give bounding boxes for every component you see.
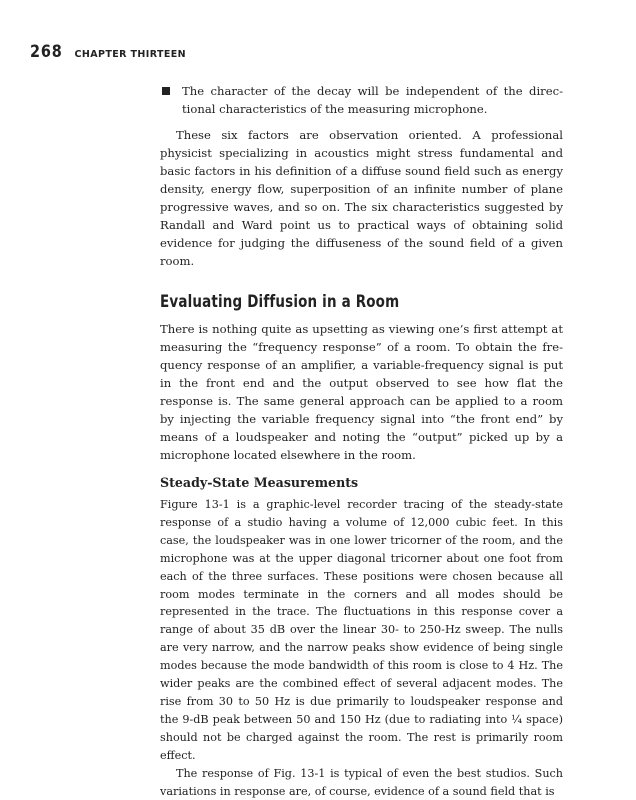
subsection-paragraph-1: Figure 13-1 is a graphic-level recorder tracing of the steady-state response of a studio having a volume of 12,000 cubic feet. In this case, the loudspeaker was in one lower tricorner of the room, and the microphone was at the upper diagonal tricorner about one foot from each of the three surfaces. These positions were chosen because all room modes terminate in the corners and all modes should be represented in the trace. The fluctuations in this response cover a range of about 35 dB over the linear 30- to 250-Hz sweep. The nulls are very narrow, and the narrow peaks show evidence of being single modes because the mode bandwidth of this room is close to 4 Hz. The wider peaks are the combined effect of several adjacent modes. The rise from 30 to 50 Hz is due primarily to loudspeaker response and the 9-dB peak between 50 and 150 Hz (due to radiating into ¼ space) should not be charged against the room. The rest is primarily room effect. — [160, 498, 563, 762]
paragraph: These six factors are observation oriented. A professional physicist specializing in acoustics might stress fundamental and basic factors in his definition of a diffuse sound field such as energy density, energy flow, superposition of an infinite number of plane progressive waves, and so on. The six characteristics suggested by Randall and Ward point us to practical ways of obtaining solid evidence for judging the diffuseness of the sound field of a given room. — [160, 128, 563, 268]
subsection-heading: Steady-State Measurements — [160, 475, 359, 490]
bullet-text: The character of the decay will be independent of the directional characteristics of the measuring microphone. — [182, 84, 563, 116]
square-bullet-icon — [162, 87, 170, 95]
subsection-paragraph-2: The response of Fig. 13-1 is typical of even the best studios. Such variations in response are, of course, evidence of a sound field that is — [160, 766, 563, 798]
section-paragraph: There is nothing quite as upsetting as viewing one’s first attempt at measuring the “frequency response” of a room. To obtain the frequency response of an amplifier, a variable-frequency signal is put in the front end and the output observed to see how flat the response is. The same general approach can be applied to a room by injecting the variable frequency signal into “the front end” by means of a loudspeaker and noting the “output” picked up by a microphone located elsewhere in the room. — [160, 322, 563, 462]
page-header — [30, 42, 186, 62]
body-text — [160, 82, 563, 800]
section-heading: Evaluating Diffusion in a Room — [160, 292, 400, 312]
chapter-title: CHAPTER THIRTEEN — [74, 49, 186, 60]
page-number: 268 — [30, 42, 63, 62]
bullet-item — [160, 82, 563, 118]
